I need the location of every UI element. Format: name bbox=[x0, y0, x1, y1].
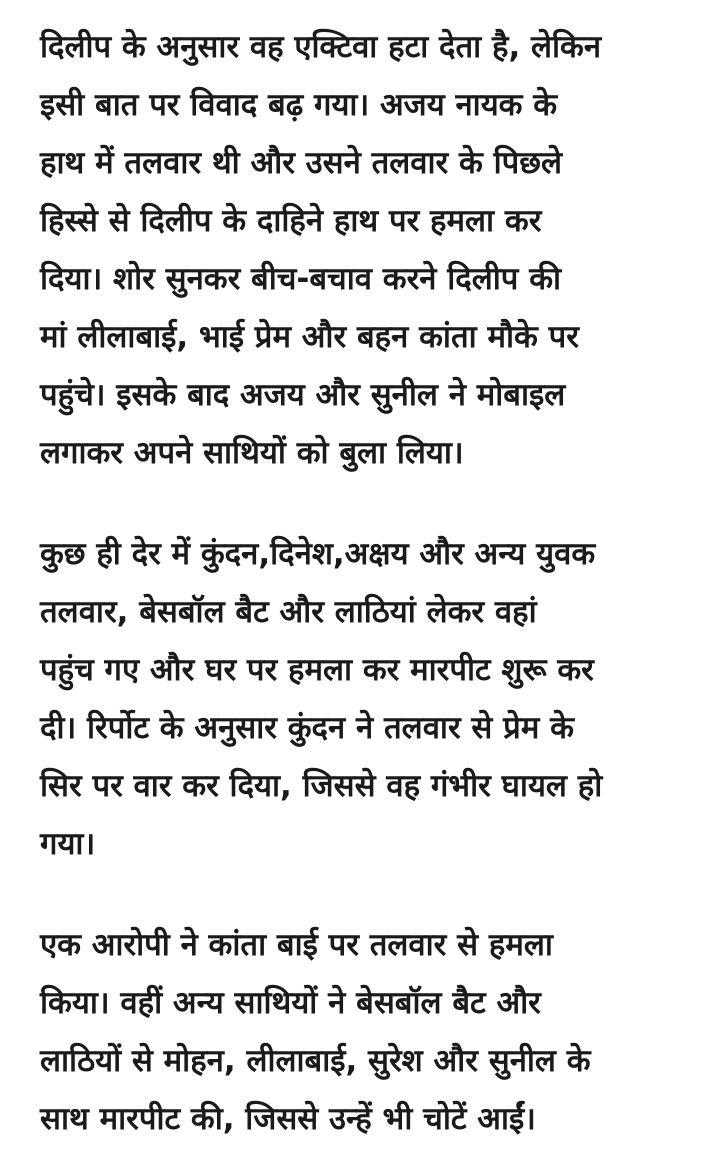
paragraph-2 bbox=[40, 525, 690, 873]
text-line: पहुंचे। इसके बाद अजय और सुनील ने मोबाइल bbox=[40, 377, 566, 413]
text-line: हाथ में तलवार थी और उसने तलवार के पिछले bbox=[40, 145, 563, 181]
text-line: दी। रिर्पोट के अनुसार कुंदन ने तलवार से प्रेम के bbox=[40, 710, 574, 746]
text-line: किया। वहीं अन्य साथियों ने बेसबॉल बैट और bbox=[40, 985, 541, 1021]
paragraph-1 bbox=[40, 18, 690, 482]
text-line: गया। bbox=[40, 826, 96, 862]
paragraph-3 bbox=[40, 916, 690, 1148]
text-line: लाठियों से मोहन, लीलाबाई, सुरेश और सुनील के bbox=[40, 1043, 591, 1079]
text-line: दिया। शोर सुनकर बीच-बचाव करने दिलीप की bbox=[40, 261, 562, 297]
article-body bbox=[40, 18, 690, 1148]
text-line: मां लीलाबाई, भाई प्रेम और बहन कांता मौके पर bbox=[40, 319, 579, 355]
text-line: साथ मारपीट की, जिससे उन्हें भी चोटें आईं। bbox=[40, 1101, 536, 1137]
text-line: लगाकर अपने साथियों को बुला लिया। bbox=[40, 435, 464, 471]
text-line: पहुंच गए और घर पर हमला कर मारपीट शुरू कर bbox=[40, 652, 594, 688]
text-line: एक आरोपी ने कांता बाई पर तलवार से हमला bbox=[40, 927, 553, 963]
text-line: कुछ ही देर में कुंदन,दिनेश,अक्षय और अन्य युवक bbox=[40, 536, 596, 572]
text-line: इसी बात पर विवाद बढ़ गया। अजय नायक के bbox=[40, 87, 558, 123]
text-line: सिर पर वार कर दिया, जिससे वह गंभीर घायल हो bbox=[40, 768, 603, 804]
text-line: दिलीप के अनुसार वह एक्टिवा हटा देता है, लेकिन bbox=[40, 29, 602, 65]
text-line: तलवार, बेसबॉल बैट और लाठियां लेकर वहां bbox=[40, 594, 537, 630]
text-line: हिस्से से दिलीप के दाहिने हाथ पर हमला कर bbox=[40, 203, 542, 239]
